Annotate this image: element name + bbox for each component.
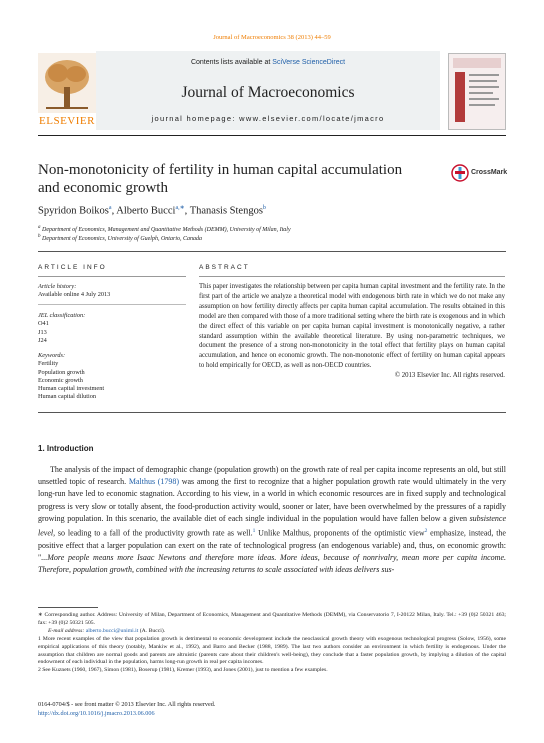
footnote-ref[interactable]: 1 xyxy=(252,528,256,535)
jel-code: J13 xyxy=(38,328,47,336)
footnotes xyxy=(38,612,506,675)
header-rule xyxy=(38,135,506,136)
intro-quote: ...More people means more Isaac Newtons and therefore more ideas. More ideas, because of nonrivalry, mean more per capita income. Therefore, population growth, combined with the increasing returns to scale associated with ideas delivers sus- xyxy=(38,553,506,575)
affiliation-b xyxy=(38,234,202,242)
homepage-url[interactable]: www.elsevier.com/locate/jmacro xyxy=(239,114,385,123)
intro-text: The analysis of the impact of demographic change (population growth) on the growth rate of real per capita income represents an old, but still unsettled topic of research. xyxy=(38,465,506,487)
email-line xyxy=(38,628,506,636)
author-name[interactable]: Spyridon Boikos xyxy=(38,205,109,217)
page-footer xyxy=(38,701,215,718)
intro-text: was among the first to recognize that a higher population growth rate would ultimately in the very long-run have led to economic stagnation. According to his view, in a world in which economic resources are in fixed supply and technological progress is very slow or totally absent, the food-production activity would, sooner or later, have been overwhelmed by the pressures of a rapidly growing population. In this scenario, the available diet of each single individual in the population would have fallen below a given xyxy=(38,477,506,523)
affiliation-a xyxy=(38,225,291,233)
title-line-2: and economic growth xyxy=(38,180,168,196)
journal-reference[interactable]: Journal of Macroeconomics 38 (2013) 44–59 xyxy=(213,34,331,41)
sciencedirect-link[interactable]: SciVerse ScienceDirect xyxy=(272,59,346,66)
crossmark-icon xyxy=(451,164,469,182)
keyword: Human capital investment xyxy=(38,385,105,393)
journal-homepage xyxy=(96,114,440,123)
citation-link[interactable]: Malthus (1798) xyxy=(128,477,180,487)
section-rule xyxy=(38,251,506,252)
jel-code: J24 xyxy=(38,336,47,344)
author-mark[interactable]: a xyxy=(108,205,112,211)
introduction-paragraph xyxy=(38,464,506,576)
affiliation-mark: b xyxy=(38,234,41,239)
section-heading-introduction: 1. Introduction xyxy=(38,444,94,453)
info-divider xyxy=(38,304,186,305)
contents-line xyxy=(96,59,440,66)
email-label: E-mail address: xyxy=(48,627,85,634)
homepage-prefix: journal homepage: xyxy=(151,114,236,123)
email-link[interactable]: alberto.bucci@unimi.it xyxy=(85,627,139,634)
keyword: Fertility xyxy=(38,360,59,368)
corresponding-author-note: ∗ Corresponding author. Address: University of Milan, Department of Economics, Management and Quantitative Methods (DEMM), via Conservatorio 7, I-20122 Milan, Italy. Tel.: +39 (0)2 50321 463; fax: +39 (0)2 50321 505. xyxy=(38,612,506,626)
front-matter-line: 0164-0704/$ - see front matter © 2013 Elsevier Inc. All rights reserved. xyxy=(38,701,216,708)
journal-title: Journal of Macroeconomics xyxy=(181,84,355,101)
jel-classification xyxy=(38,312,178,345)
abstract-rule xyxy=(199,276,505,277)
journal-cover-thumbnail[interactable] xyxy=(448,53,506,130)
abstract-heading: ABSTRACT xyxy=(199,264,250,271)
affiliation-text: Department of Economics, Management and Quantitative Methods (DEMM), University of Milan, Italy xyxy=(42,227,291,233)
doi-link[interactable]: http://dx.doi.org/10.1016/j.jmacro.2013.06.006 xyxy=(38,709,155,717)
abstract-body xyxy=(199,282,505,381)
keywords-label: Keywords: xyxy=(38,352,66,359)
intro-emphasis: subsistence level xyxy=(38,513,506,538)
intro-text: , so leading to a fall of the productivity growth rate as well. xyxy=(53,528,253,538)
author-name[interactable]: Alberto Bucci xyxy=(116,205,176,217)
intro-text: emphasize, instead, the positive effect that a larger population can exert on the rate of technological progress (an endogenous variable) and, thus, on economic growth: " xyxy=(38,528,506,563)
author-list: Spyridon Boikos$^a$, Alberto Bucci$^{a,∗}$, Thanasis Stengos$^b$ xyxy=(38,205,266,217)
article-title xyxy=(38,161,433,197)
intro-text: Unlike Malthus, proponents of the optimistic view xyxy=(255,528,425,538)
affiliation-text: Department of Economics, University of Guelph, Ontario, Canada xyxy=(42,236,202,242)
footnote-1: 1 More recent examples of the view that population growth is detrimental to economic development include the neoclassical growth theory with exogenous technological progress (Solow, 1956), some empirical applications of this theory (notably, Mankiw et al., 1992), and Barro and Becker (1988, 1989). The last two authors consider an environment in which fertility is endogenous. Under the assumption that children are normal goods and parents are altruistic (parents care about their children's well-being), they conclude that a faster population growth, by implying a dilution of the capital endowment of each individual in the population, harms long-run growth in real per capita incomes. xyxy=(38,635,506,666)
abstract-end-rule xyxy=(38,412,506,413)
history-label: Article history: xyxy=(38,283,77,290)
keyword: Human capital dilution xyxy=(38,393,97,401)
history-value: Available online 4 July 2013 xyxy=(38,291,111,299)
footnote-2: 2 See Kuznets (1960, 1967), Simon (1981), Boserup (1981), Kremer (1993), and Jones (2001), just to mention a few examples. xyxy=(38,667,328,674)
author-name[interactable]: Thanasis Stengos xyxy=(189,205,263,217)
title-line-1: Non-monotonicity of fertility in human capital accumulation xyxy=(38,162,403,178)
keywords xyxy=(38,352,178,402)
copyright-notice: © 2013 Elsevier Inc. All rights reserved. xyxy=(394,372,505,380)
keyword: Population growth xyxy=(38,368,85,376)
crossmark-label: CrossMark xyxy=(471,169,508,176)
info-rule xyxy=(38,276,186,277)
elsevier-wordmark: ELSEVIER xyxy=(39,115,95,127)
keyword: Economic growth xyxy=(38,376,83,384)
crossmark-badge[interactable] xyxy=(451,164,511,184)
author-mark[interactable]: b xyxy=(262,205,266,211)
footnote-rule xyxy=(38,607,98,608)
jel-code: O41 xyxy=(38,320,49,328)
footnote-ref[interactable]: 2 xyxy=(424,528,428,535)
jel-label: JEL classification: xyxy=(38,312,86,319)
abstract-text: This paper investigates the relationship between per capita human capital investment and the fertility rate. In the first part of the article we analyze a theoretical model with endogenous birth rate in which we do not make any assumption on how fertility directly affects per capita human capital accumulation. The results obtained in this model are then compared with those of a more traditional setting where the birth rate is exogenous and in which the direct effect of this variable on per capita human capital investment is monotonically negative, a rather standard assumption within the available theoretical literature. By using non-parametric techniques, we document the presence of a strong non-monotonicity in the total effect that fertility plays on human capital accumulation, and hence on economic growth. The non-monotonic effect of fertility on human capital appears to hold empirically for OECD, as well as non-OECD countries. xyxy=(199,283,505,370)
contents-prefix: Contents lists available at xyxy=(190,59,271,66)
author-mark[interactable]: a,∗ xyxy=(175,205,185,211)
email-suffix: (A. Bucci). xyxy=(139,627,166,634)
article-history xyxy=(38,283,178,300)
article-info-heading: ARTICLE INFO xyxy=(38,264,107,271)
affiliation-mark: a xyxy=(38,225,41,230)
